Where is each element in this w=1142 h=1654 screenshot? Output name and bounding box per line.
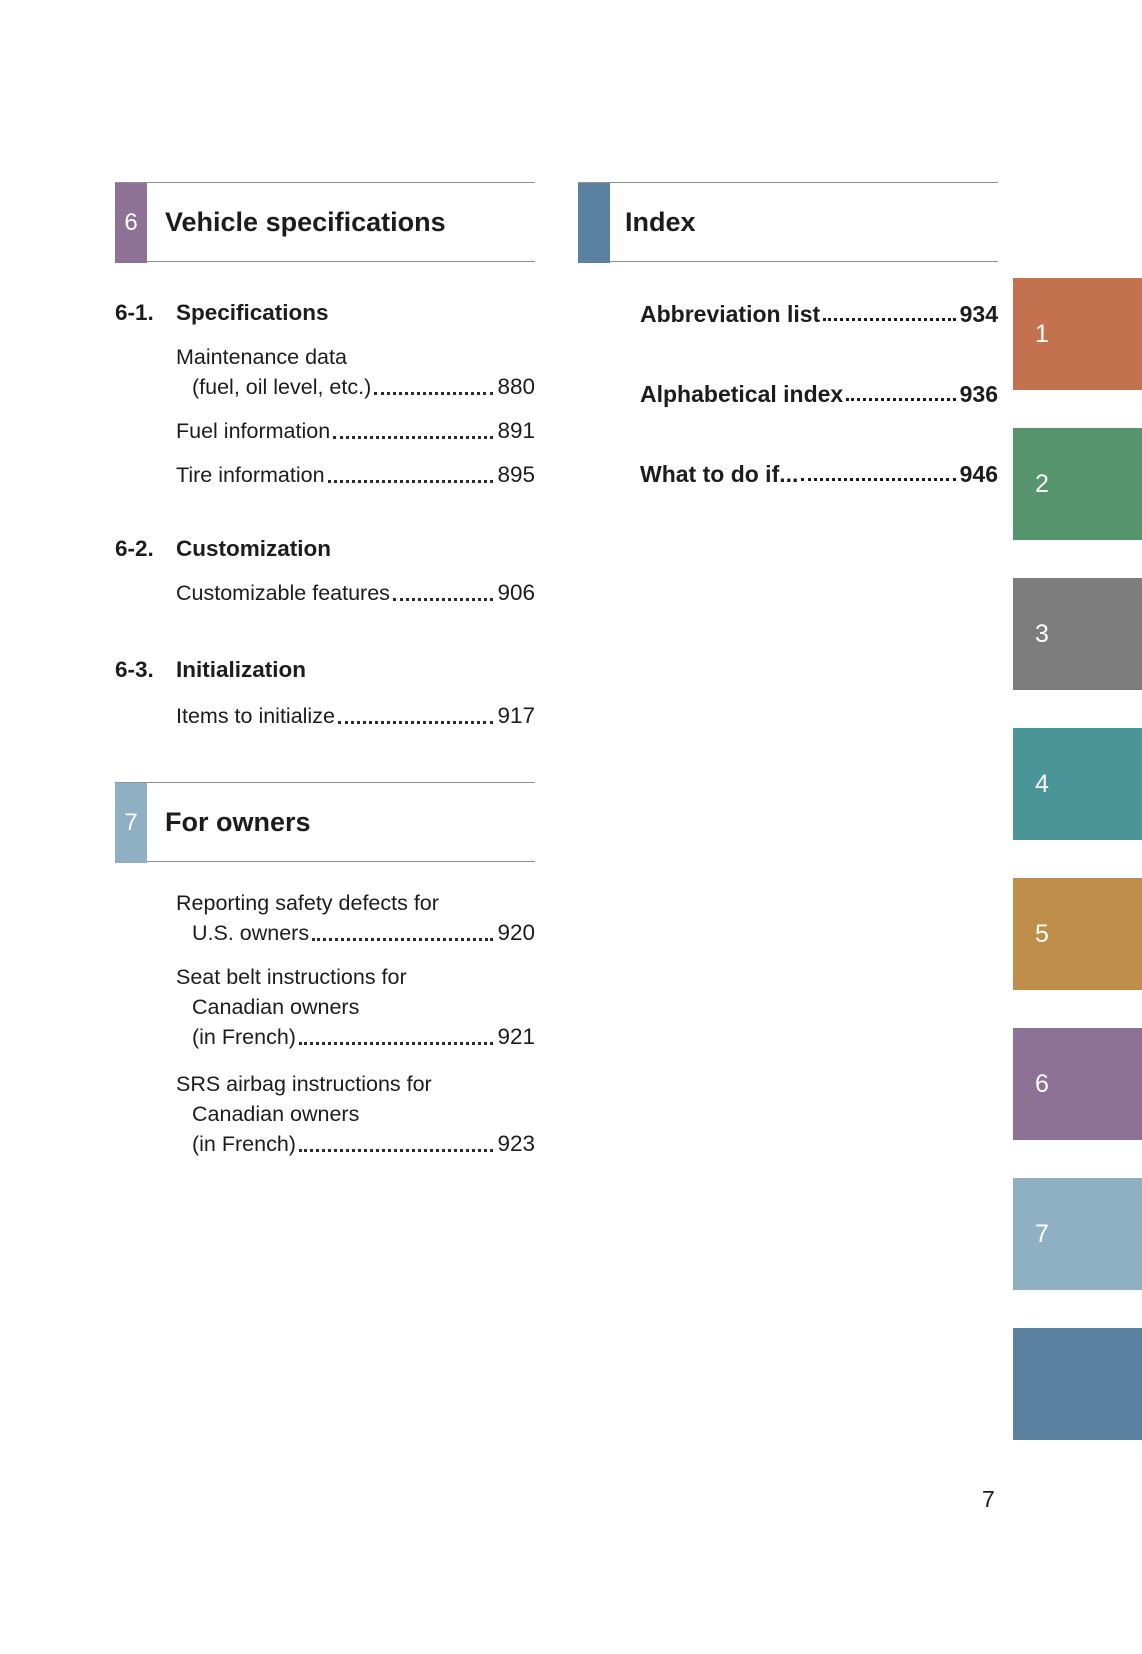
leader-dots xyxy=(846,398,955,401)
group-6-3-heading xyxy=(115,657,535,683)
group-6-3-number: 6-3. xyxy=(115,657,154,682)
group-6-1-heading xyxy=(115,300,535,326)
entry-line: Canadian owners xyxy=(192,1102,360,1126)
entry-row xyxy=(192,918,535,948)
side-tab-3: 3 xyxy=(1013,578,1142,690)
chapter-6-header xyxy=(115,182,535,262)
index-entry-what-to-do-if xyxy=(640,460,998,488)
index-header xyxy=(578,182,998,262)
toc-entry-seat-belt-instructions xyxy=(176,962,535,1052)
entry-row xyxy=(192,1129,535,1159)
page-ref: 891 xyxy=(497,418,535,443)
page-ref: 923 xyxy=(497,1131,535,1156)
leader-dots xyxy=(801,478,955,481)
index-entry-abbreviation-list xyxy=(640,300,998,328)
leader-dots xyxy=(393,598,494,601)
leader-dots xyxy=(823,318,955,321)
entry-row xyxy=(192,1022,535,1052)
group-6-1-number: 6-1. xyxy=(115,300,154,325)
side-tab-6: 6 xyxy=(1013,1028,1142,1140)
group-6-2-title: Customization xyxy=(176,536,331,561)
toc-entry-reporting-safety-defects xyxy=(176,888,535,948)
entry-line: U.S. owners xyxy=(192,921,310,945)
leader-dots xyxy=(333,436,493,439)
entry-row xyxy=(176,416,535,446)
chapter-6-tab: 6 xyxy=(115,183,147,263)
leader-dots xyxy=(312,938,493,941)
entry-line: Fuel information xyxy=(176,419,331,443)
page-ref: 946 xyxy=(959,461,998,487)
toc-entry-maintenance-data xyxy=(176,342,535,402)
side-tab-4: 4 xyxy=(1013,728,1142,840)
toc-entry-tire-information xyxy=(176,460,535,490)
group-6-2-heading xyxy=(115,536,535,562)
page-ref: 920 xyxy=(497,920,535,945)
entry-line: Customizable features xyxy=(176,581,390,605)
entry-line: Maintenance data xyxy=(176,345,347,369)
entry-line: Canadian owners xyxy=(192,995,360,1019)
page-ref: 906 xyxy=(497,580,535,605)
group-6-2-number: 6-2. xyxy=(115,536,154,561)
index-tab xyxy=(578,183,610,263)
entry-line: Abbreviation list xyxy=(640,301,821,327)
index-entry-alphabetical-index xyxy=(640,380,998,408)
chapter-7-header xyxy=(115,782,535,862)
entry-line: Seat belt instructions for xyxy=(176,965,407,989)
toc-entry-items-to-initialize xyxy=(176,701,535,731)
index-title: Index xyxy=(625,206,696,237)
page-ref: 880 xyxy=(497,374,535,399)
group-6-1-title: Specifications xyxy=(176,300,329,325)
toc-entry-srs-airbag-instructions xyxy=(176,1069,535,1159)
side-tab-7: 7 xyxy=(1013,1178,1142,1290)
entry-row xyxy=(176,460,535,490)
page-ref: 936 xyxy=(959,381,998,407)
toc-entry-fuel-information xyxy=(176,416,535,446)
leader-dots xyxy=(338,721,494,724)
side-tab-5: 5 xyxy=(1013,878,1142,990)
entry-row xyxy=(176,578,535,608)
side-tab-1: 1 xyxy=(1013,278,1142,390)
chapter-6-title: Vehicle specifications xyxy=(165,206,446,237)
leader-dots xyxy=(328,480,494,483)
entry-line: Tire information xyxy=(176,463,325,487)
entry-line: Items to initialize xyxy=(176,704,335,728)
toc-right-column xyxy=(578,182,998,488)
entry-line: SRS airbag instructions for xyxy=(176,1072,432,1096)
chapter-7-tab: 7 xyxy=(115,783,147,863)
side-tab-strip xyxy=(1013,278,1142,1478)
page-ref: 934 xyxy=(959,301,998,327)
leader-dots xyxy=(299,1042,494,1045)
page-ref: 917 xyxy=(497,703,535,728)
toc-left-column xyxy=(115,182,535,1159)
entry-line: Reporting safety defects for xyxy=(176,891,439,915)
leader-dots xyxy=(299,1149,494,1152)
entry-row xyxy=(176,701,535,731)
entry-row xyxy=(192,372,535,402)
entry-line: Alphabetical index xyxy=(640,381,844,407)
entry-line: (in French) xyxy=(192,1025,296,1049)
chapter-7-title: For owners xyxy=(165,806,311,837)
page-ref: 921 xyxy=(497,1024,535,1049)
group-6-3-title: Initialization xyxy=(176,657,307,682)
leader-dots xyxy=(374,392,493,395)
entry-line: What to do if... xyxy=(640,461,799,487)
page-number: 7 xyxy=(982,1486,995,1512)
entry-line: (fuel, oil level, etc.) xyxy=(192,375,372,399)
side-tab-2: 2 xyxy=(1013,428,1142,540)
toc-entry-customizable-features xyxy=(176,578,535,608)
page-ref: 895 xyxy=(497,462,535,487)
entry-line: (in French) xyxy=(192,1132,296,1156)
side-tab-blank xyxy=(1013,1328,1142,1440)
